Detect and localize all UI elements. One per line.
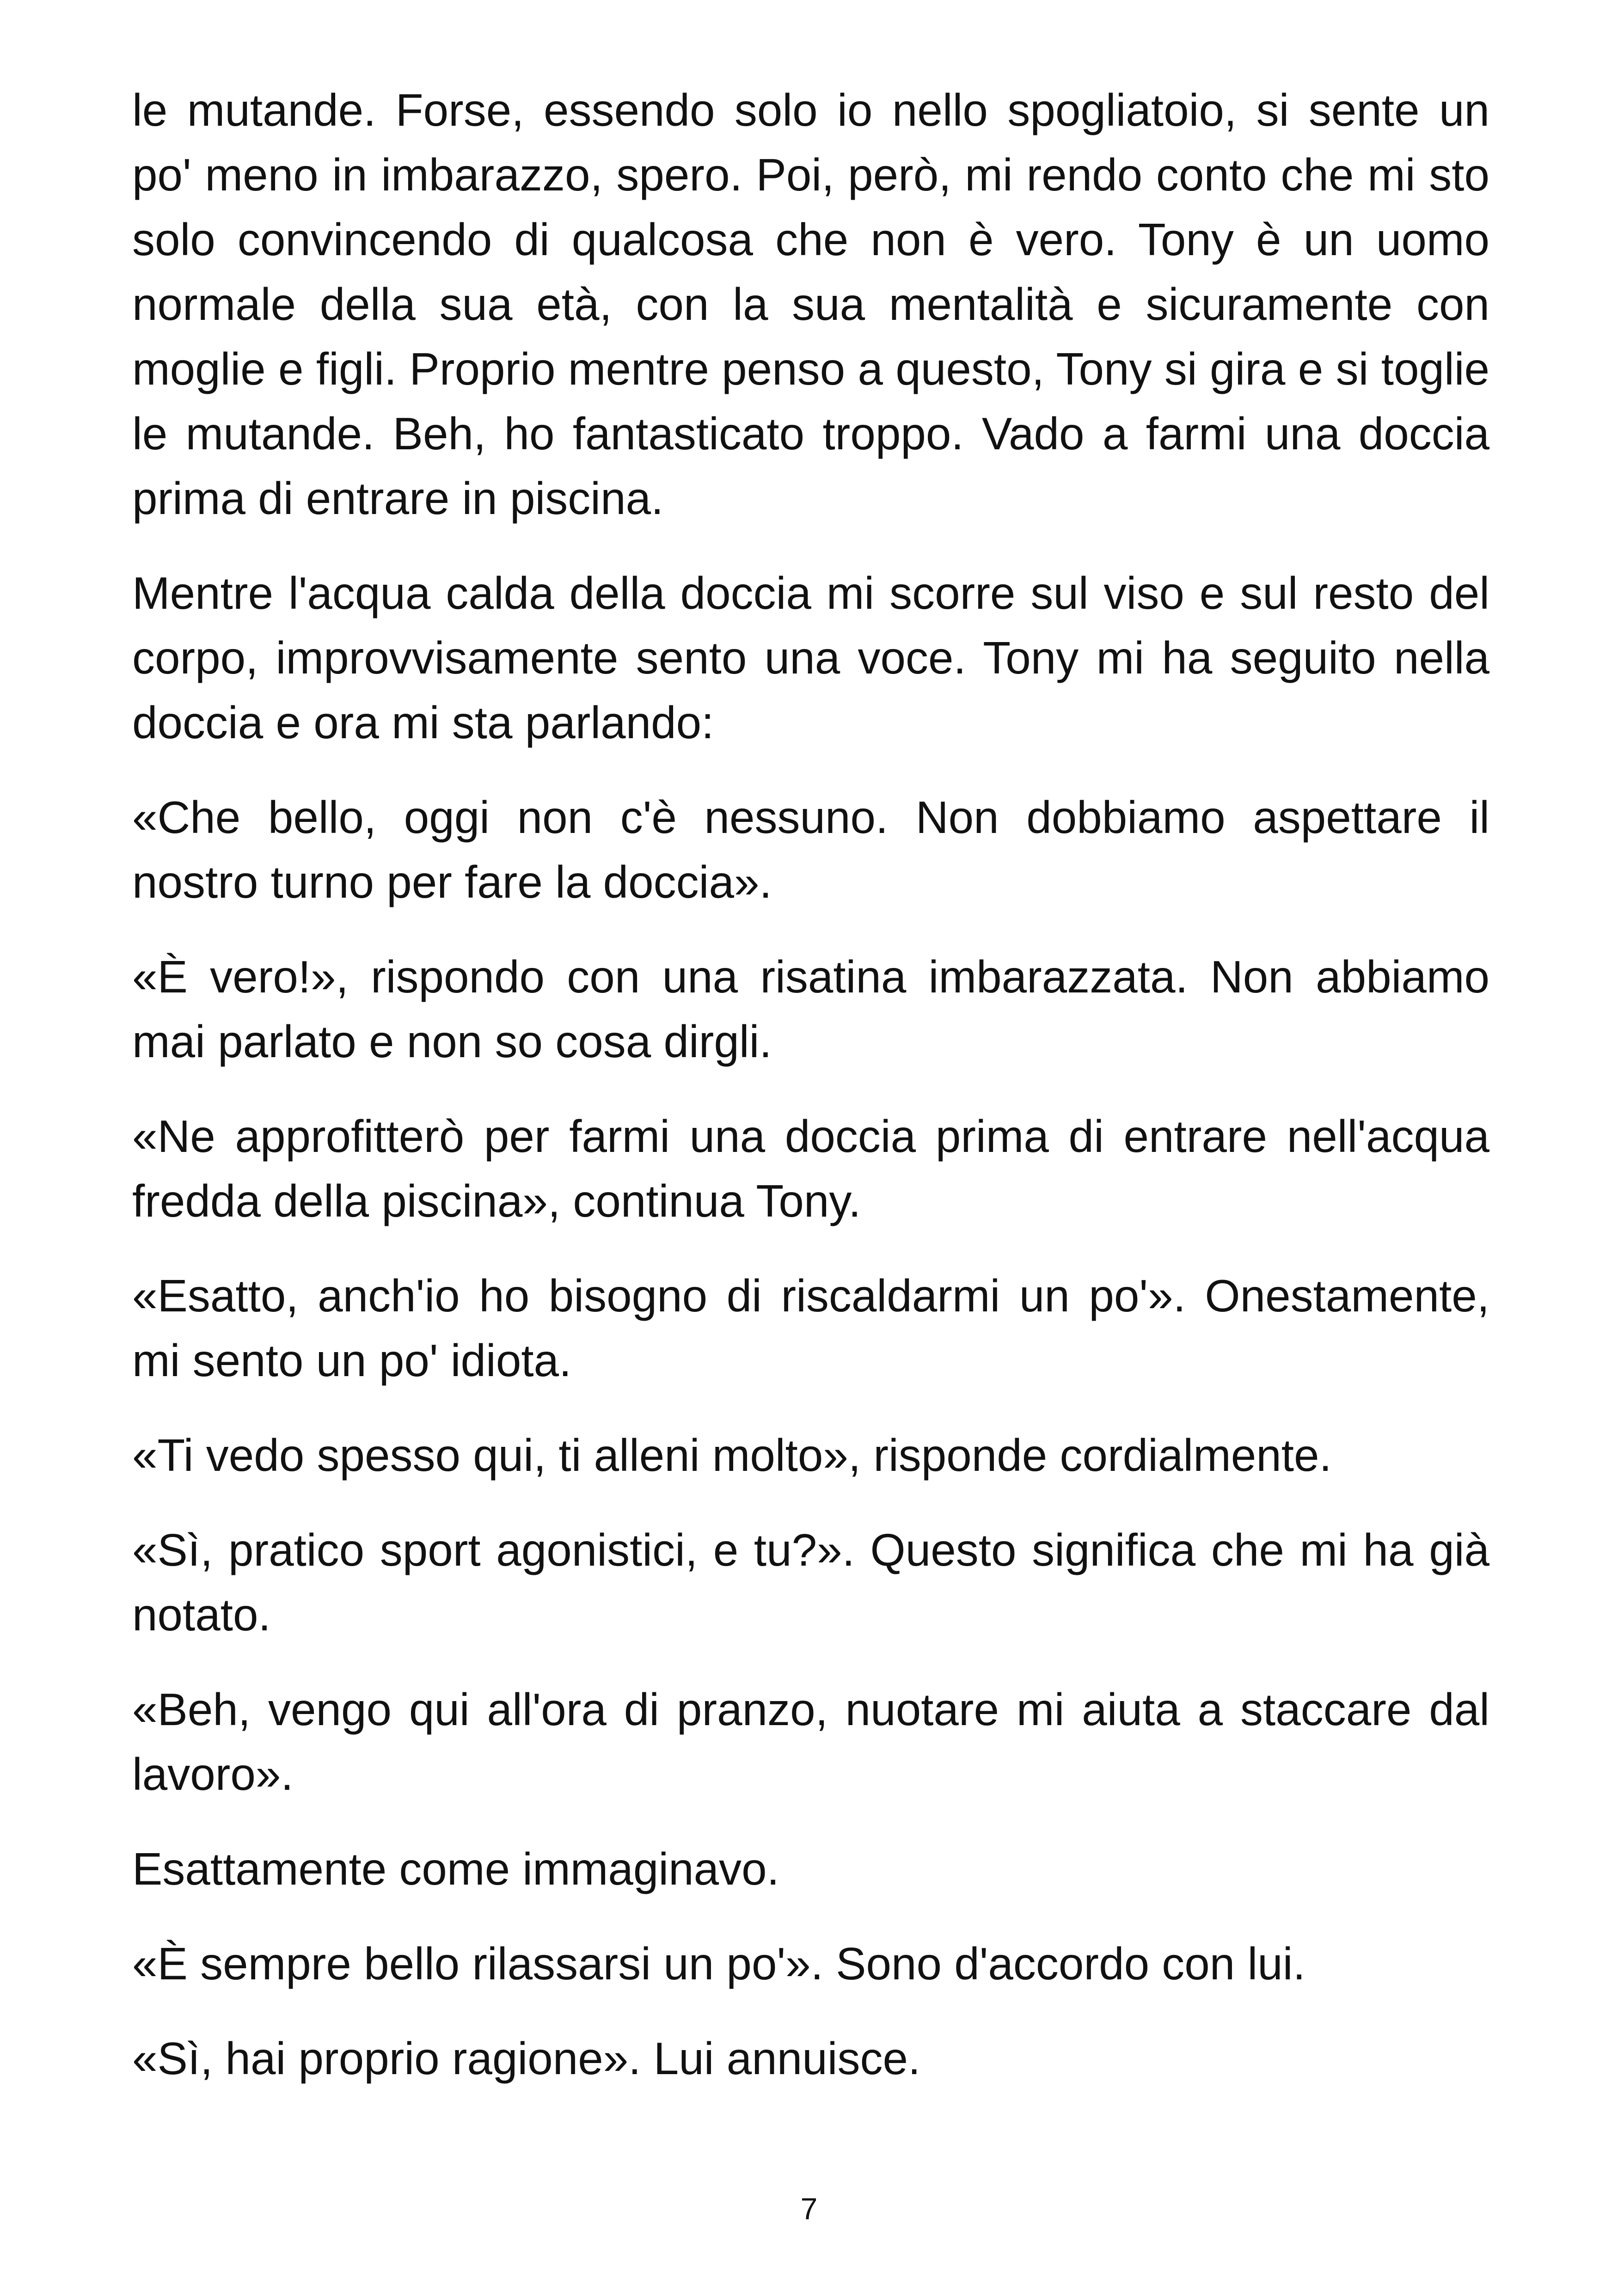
paragraph: «Beh, vengo qui all'ora di pranzo, nuotare mi aiuta a staccare dal lavoro». [132, 1684, 1489, 1800]
page-number: 7 [800, 2192, 818, 2226]
paragraph: Mentre l'acqua calda della doccia mi scorre sul viso e sul resto del corpo, improvvisamente sento una voce. Tony mi ha seguito nella doccia e ora mi sta parlando: [132, 568, 1489, 748]
paragraph: «Sì, pratico sport agonistici, e tu?». Questo significa che mi ha già notato. [132, 1525, 1489, 1640]
paragraph: «È vero!», rispondo con una risatina imbarazzata. Non abbiamo mai parlato e non so cosa dirgli. [132, 951, 1489, 1067]
paragraph: «Ne approfitterò per farmi una doccia prima di entrare nell'acqua fredda della piscina», continua Tony. [132, 1111, 1489, 1226]
paragraph: «Sì, hai proprio ragione». Lui annuisce. [132, 2033, 921, 2084]
paragraph: «È sempre bello rilassarsi un po'». Sono d'accordo con lui. [132, 1938, 1305, 1989]
paragraph: «Che bello, oggi non c'è nessuno. Non dobbiamo aspettare il nostro turno per fare la doccia». [132, 792, 1489, 907]
paragraph: Esattamente come immaginavo. [132, 1843, 779, 1894]
body-text [132, 78, 1489, 2121]
paragraph: le mutande. Forse, essendo solo io nello spogliatoio, si sente un po' meno in imbarazzo, spero. Poi, però, mi rendo conto che mi sto solo convincendo di qualcosa che non è vero. Tony è un uomo normale della sua età, con la sua mentalità e sicuramente con moglie e figli. Proprio mentre penso a questo, Tony si gira e si toglie le mutande. Beh, ho fantasticato troppo. Vado a farmi una doccia prima di entrare in piscina. [132, 85, 1489, 524]
paragraph: «Ti vedo spesso qui, ti alleni molto», risponde cordialmente. [132, 1430, 1332, 1481]
paragraph: «Esatto, anch'io ho bisogno di riscaldarmi un po'». Onestamente, mi sento un po' idiota. [132, 1270, 1489, 1386]
